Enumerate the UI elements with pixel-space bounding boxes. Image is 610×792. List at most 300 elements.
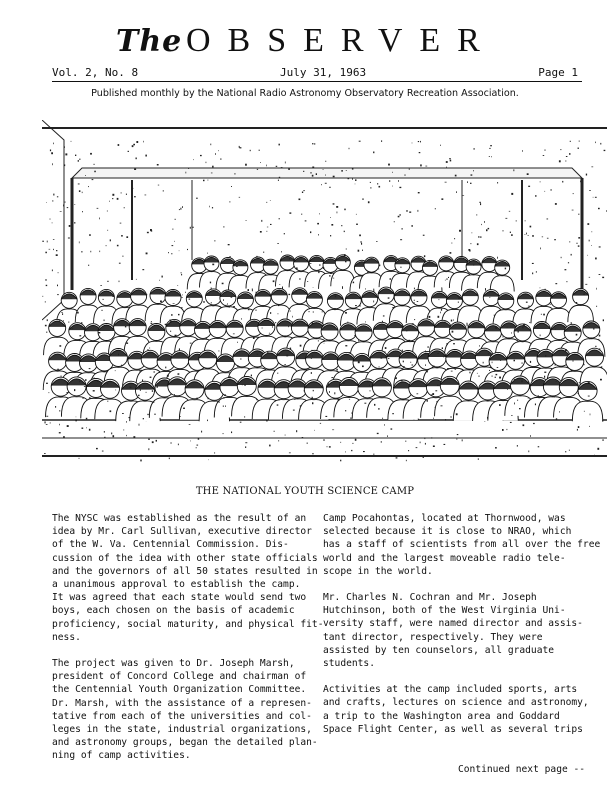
photo-grain [148,439,150,440]
photo-grain [359,235,361,237]
photo-grain [361,243,362,245]
article-line: has a staff of scientists from all over the free [323,539,601,551]
photo-grain [50,219,51,220]
photo-grain [477,243,479,245]
photo-grain [161,329,162,330]
photo-grain [414,319,415,320]
photo-grain [510,455,512,456]
photo-grain [62,313,63,315]
photo-grain [358,339,359,341]
photo-grain [382,327,383,328]
photo-grain [370,390,371,391]
photo-grain [314,430,315,431]
photo-grain [126,194,127,195]
photo-grain [452,242,453,243]
photo-grain [45,279,46,280]
photo-grain [525,234,526,235]
photo-grain [384,424,385,425]
photo-grain [446,167,447,169]
photo-grain [90,251,91,253]
photo-grain [50,150,51,152]
photo-grain [149,348,150,349]
photo-grain [118,354,119,356]
photo-grain [599,335,601,337]
photo-grain [277,243,279,244]
photo-grain [536,271,537,273]
photo-grain [97,380,99,381]
photo-grain [483,362,484,364]
photo-grain [450,160,452,162]
photo-grain [406,441,407,443]
photo-grain [154,371,155,373]
photo-grain [107,211,108,212]
photo-grain [153,401,155,403]
photo-grain [175,219,176,220]
photo-grain [248,289,250,291]
photo-grain [289,258,290,260]
photo-grain [94,171,96,173]
article-line: proficiency, social maturity, and physical fit- [52,618,324,630]
article-line: cussion of the idea with other state officials [52,552,318,564]
photo-grain [378,269,379,270]
photo-grain [207,253,208,254]
photo-grain [49,249,51,250]
photo-grain [151,230,153,231]
photo-grain [179,348,180,350]
photo-grain [262,380,263,381]
photo-grain [580,181,581,183]
photo-grain [447,378,448,379]
photo-grain [365,288,366,289]
photo-grain [554,239,556,240]
photo-grain [85,175,86,176]
photo-grain [398,216,400,218]
photo-grain [206,162,207,163]
photo-grain [522,150,523,152]
photo-grain [212,166,214,168]
photo-grain [172,245,174,246]
photo-grain [146,392,147,393]
article-line: and crafts, lectures on science and astronomy, [323,697,589,709]
photo-grain [368,201,370,203]
photo-grain [77,312,79,314]
photo-grain [320,423,321,424]
photo-grain [125,326,126,327]
photo-grain [555,283,557,284]
photo-grain [523,324,525,326]
photo-grain [314,143,315,145]
photo-grain [171,314,172,316]
photo-grain [505,411,506,413]
photo-grain [248,308,250,310]
photo-grain [556,381,557,382]
photo-grain [278,305,279,306]
photo-grain [578,237,580,239]
photo-grain [490,297,491,298]
photo-grain [318,340,319,341]
photo-grain [305,220,307,221]
photo-grain [322,325,324,326]
photo-grain [373,454,374,455]
photo-grain [325,183,327,184]
photo-grain [556,418,557,419]
photo-grain [381,140,382,142]
photo-grain [82,211,83,212]
photo-grain [497,182,498,183]
photo-grain [341,225,342,226]
photo-grain [435,407,436,408]
photo-grain [532,235,534,236]
photo-grain [536,295,537,296]
photo-grain [348,178,350,179]
photo-grain [228,244,230,245]
article-line: idea by Mr. Carl Sullivan, executive director [52,526,312,538]
photo-grain [47,319,48,321]
photo-grain [344,231,345,232]
photo-grain [333,278,335,279]
photo-grain [602,277,604,278]
photo-grain [385,357,386,358]
masthead-title: OBSERVER [186,22,497,59]
article-line: tative from each of the universities and col- [52,710,312,722]
photo-grain [323,169,324,170]
photo-grain [57,294,59,295]
photo-grain [134,169,136,170]
photo-grain [58,272,59,273]
photo-grain [419,152,421,153]
photo-grain [333,176,335,178]
photo-grain [455,175,457,177]
photo-grain [573,360,574,362]
photo-grain [98,332,100,333]
photo-grain [78,160,79,162]
photo-grain [516,220,517,221]
photo-grain [363,451,365,452]
article-line: scope in the world. [323,565,433,577]
photo-grain [345,312,347,314]
photo-grain [74,204,75,205]
photo-grain [133,436,135,438]
photo-grain [92,291,94,292]
photo-grain [42,296,43,297]
photo-grain [212,305,214,306]
photo-grain [89,234,91,236]
photo-grain [576,302,577,303]
photo-grain [278,313,279,314]
photo-grain [507,327,508,328]
article-line: Dr. Marsh, with the assistance of a represen- [52,697,312,709]
photo-grain [171,253,173,254]
photo-grain [454,238,455,239]
photo-grain [45,325,47,327]
photo-grain [495,447,497,448]
photo-grain [408,450,409,451]
photo-grain [312,175,314,177]
photo-grain [578,393,580,394]
photo-grain [312,453,314,454]
photo-grain [440,145,441,146]
photo-grain [261,220,262,222]
photo-grain [412,323,414,324]
photo-grain [453,320,454,321]
photo-grain [84,386,86,387]
photo-grain [293,410,295,411]
photo-grain [310,231,311,233]
photo-grain [257,169,258,170]
photo-grain [227,303,228,304]
photo-grain [330,235,331,236]
photo-grain [578,328,579,329]
photo-grain [591,167,593,168]
photo-grain [378,265,380,267]
photo-grain [279,218,280,219]
photo-grain [219,401,220,402]
photo-grain [256,256,257,257]
photo-grain [351,450,352,451]
article-line: The project was given to Dr. Joseph Marsh, [52,658,295,670]
photo-grain [511,332,512,334]
photo-grain [170,331,171,332]
photo-grain [318,293,319,295]
photo-grain [284,233,285,234]
photo-grain [462,439,463,441]
photo-grain [538,395,539,396]
photo-grain [142,380,143,382]
photo-grain [527,173,529,175]
article-line: a trip to the Washington area and Goddard [323,710,560,722]
photo-grain [210,282,211,284]
photo-grain [226,305,227,307]
article-line: Space Flight Center, as well as several trips [323,723,583,735]
photo-grain [388,358,390,359]
photo-grain [79,241,80,243]
photo-grain [329,391,330,393]
photo-grain [175,335,177,336]
photo-grain [449,158,451,159]
photo-grain [473,323,474,325]
photo-grain [595,346,596,347]
photo-grain [457,438,458,440]
photo-grain [300,410,301,411]
photo-grain [528,306,530,307]
photo-grain [492,375,493,377]
photo-grain [362,250,363,251]
photo-grain [245,442,247,443]
photo-grain [478,278,479,279]
photo-grain [495,327,497,329]
photo-grain [312,167,314,169]
photo-grain [50,423,51,424]
photo-grain [435,390,437,391]
article-line: the Centennial Youth Organization Committee. [52,684,307,696]
photo-grain [367,381,369,383]
photo-grain [406,210,407,212]
photo-grain [381,441,382,443]
photo-grain [132,188,133,189]
photo-grain [68,322,69,323]
photo-grain [340,460,341,462]
photo-grain [115,370,116,371]
photo-grain [288,168,290,170]
photo-grain [139,386,141,388]
photo-grain [286,355,288,357]
photo-grain [595,197,597,198]
photo-grain [568,262,569,263]
photo-grain [117,198,119,200]
photo-grain [146,253,148,255]
photo-grain [278,440,279,441]
photo-grain [190,441,191,442]
article-line: and astronomy groups, began the detailed plan- [52,737,318,749]
article-line: Hutchinson, both of the West Virginia Uni- [323,605,566,617]
photo-grain [330,217,331,218]
photo-grain [538,446,540,447]
photo-grain [370,187,371,188]
photo-grain [189,424,191,425]
photo-grain [533,423,535,424]
photo-grain [169,320,171,321]
photo-grain [535,404,536,406]
photo-grain [456,191,457,193]
photo-grain [130,387,132,389]
photo-grain [425,443,426,445]
photo-grain [270,312,271,314]
photo-grain [345,345,347,346]
photo-grain [143,418,144,419]
photo-grain [502,337,503,338]
photo-grain [511,415,512,416]
photo-grain [369,385,370,386]
photo-grain [59,320,61,322]
masthead [0,18,610,68]
photo-grain [356,224,358,225]
photo-grain [63,320,64,321]
photo-grain [593,328,594,330]
photo-grain [166,295,168,296]
photo-grain [352,178,353,180]
article-line: and the governors of all 50 states resulted in [52,565,318,577]
photo-grain [224,394,226,396]
photo-grain [522,362,523,363]
photo-grain [215,153,216,155]
photo-grain [370,182,371,183]
photo-grain [152,390,153,392]
article-line: versity staff, were named director and assis- [323,618,583,630]
photo-grain [302,192,303,194]
photo-grain [288,326,289,328]
photo-grain [424,255,425,257]
photo-caption: THE NATIONAL YOUTH SCIENCE CAMP [195,486,415,497]
photo-grain [66,392,68,393]
photo-grain [186,172,187,174]
photo-grain [191,368,192,369]
photo-grain [244,384,246,385]
photo-grain [106,245,107,246]
photo-grain [52,163,53,165]
photo-grain [385,347,387,349]
photo-grain [334,392,335,394]
photo-grain [489,156,490,157]
photo-grain [243,307,244,309]
photo-grain [507,429,508,430]
photo-grain [209,206,210,208]
photo-grain [576,334,578,336]
photo-grain [543,155,545,156]
photo-grain [528,451,529,453]
photo-grain [180,273,181,274]
photo-grain [325,175,326,176]
photo-grain [602,420,603,422]
photo-grain [452,331,454,333]
photo-grain [302,437,304,438]
photo-grain [355,305,357,306]
photo-grain [438,353,439,354]
photo-grain [541,314,542,315]
photo-grain [136,279,137,280]
photo-grain [117,245,119,247]
photo-grain [208,180,209,181]
photo-grain [300,345,302,347]
photo-grain [323,267,324,269]
photo-grain [593,197,594,198]
photo-grain [519,408,521,409]
photo-grain [530,435,531,436]
photo-grain [420,294,421,295]
photo-grain [477,373,478,374]
photo-grain [103,299,104,300]
photo-grain [81,251,82,253]
photo-grain [459,230,461,232]
photo-grain [426,371,428,372]
photo-grain [402,350,403,352]
photo-grain [182,206,183,208]
article-line: students. [323,658,375,670]
photo-grain [412,365,414,366]
photo-grain [170,321,172,322]
photo-grain [75,155,76,156]
photo-grain [489,370,490,371]
photo-grain [279,399,280,401]
photo-grain [229,306,230,308]
photo-grain [522,327,523,329]
photo-grain [196,198,198,199]
photo-grain [602,439,603,440]
photo-grain [237,365,238,367]
photo-grain [446,161,448,163]
photo-grain [92,179,94,180]
article-line: world and the largest moveable radio tele- [323,552,566,564]
photo-grain [572,210,574,211]
photo-grain [323,355,324,356]
photo-grain [99,251,100,253]
photo-grain [394,221,395,222]
photo-grain [345,410,346,411]
photo-grain [523,424,525,426]
photo-grain [308,311,310,312]
photo-grain [381,357,383,359]
photo-grain [74,389,75,391]
photo-grain [476,214,477,215]
photo-grain [57,369,59,371]
photo-grain [383,315,385,316]
photo-grain [535,195,536,197]
photo-grain [362,199,364,200]
article-right-column [323,512,601,749]
article-paragraph [323,683,588,736]
photo-grain [492,362,493,364]
photo-grain [183,408,185,409]
photo-grain [128,151,129,152]
